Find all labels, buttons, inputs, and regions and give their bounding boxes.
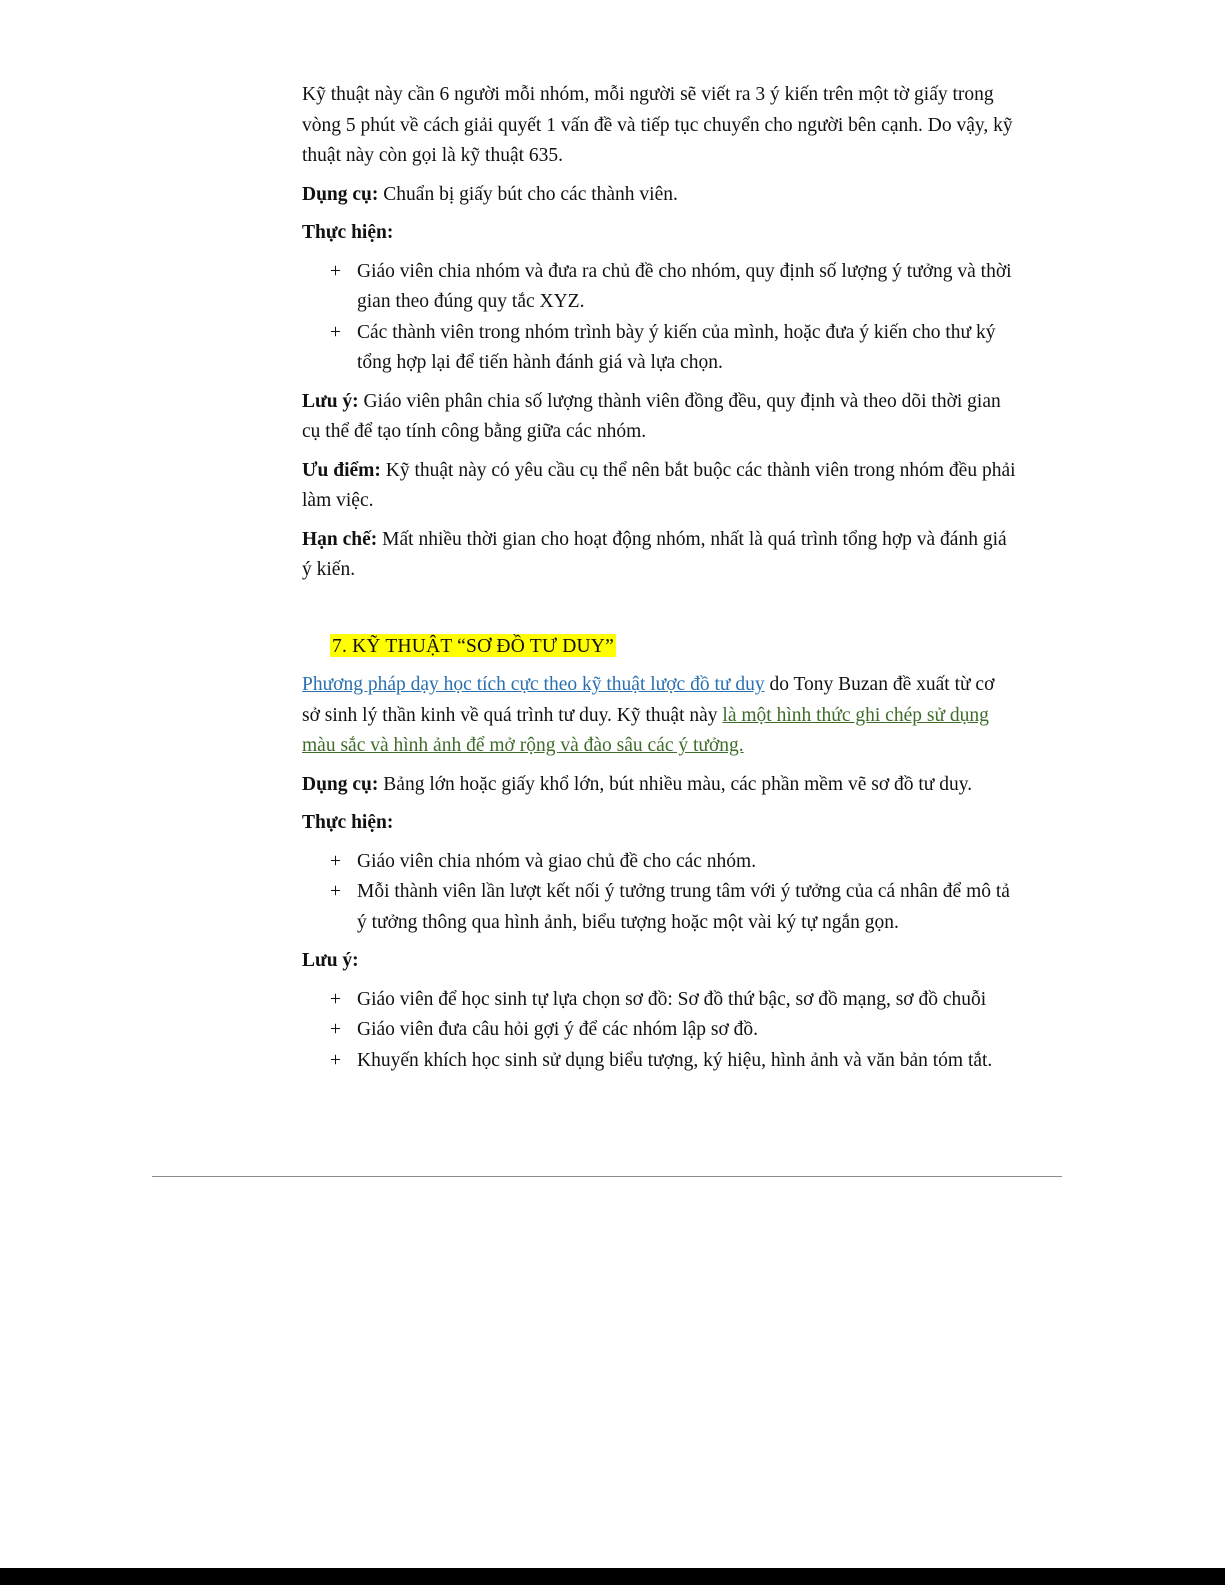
note-paragraph-1: Lưu ý: Giáo viên phân chia số lượng thành viên đồng đều, quy định và theo dõi thời gian cụ thể để tạo tính công bằng giữa các nhóm. [302, 390, 1001, 442]
intro-paragraph: Kỹ thuật này cần 6 người mỗi nhóm, mỗi người sẽ viết ra 3 ý kiến trên một tờ giấy trong vòng 5 phút về cách giải quyết 1 vấn đề và tiếp tục chuyển cho người bên cạnh. Do vậy, kỹ thuật này còn gọi là kỹ thuật 635. [302, 84, 1013, 166]
list-item: + Giáo viên đưa câu hỏi gợi ý để các nhóm lập sơ đồ. [302, 1015, 1017, 1046]
note-label-2: Lưu ý: [302, 950, 359, 971]
plus-bullet-icon: + [330, 321, 341, 343]
pros-paragraph: Ưu điểm: Kỹ thuật này có yêu cầu cụ thể nên bắt buộc các thành viên trong nhóm đều phải làm việc. [302, 459, 1016, 511]
method-link[interactable]: Phương pháp dạy học tích cực theo kỹ thuật lược đồ tư duy [302, 674, 765, 695]
plus-bullet-icon: + [330, 1019, 341, 1040]
notes-list [302, 985, 1017, 1077]
page-divider [152, 1176, 1062, 1177]
steps-label-2: Thực hiện: [302, 812, 394, 833]
list-item: + Các thành viên trong nhóm trình bày ý kiến của mình, hoặc đưa ý kiến cho thư ký tổng hợp lại để tiến hành đánh giá và lựa chọn. [302, 318, 1017, 379]
section-heading-highlight: 7. KỸ THUẬT “SƠ ĐỒ TƯ DUY” [332, 635, 614, 657]
plus-bullet-icon: + [330, 850, 341, 872]
list-item: + Giáo viên chia nhóm và đưa ra chủ đề cho nhóm, quy định số lượng ý tưởng và thời gian theo đúng quy tắc XYZ. [302, 257, 1017, 318]
plus-bullet-icon: + [330, 260, 341, 282]
section-heading [302, 632, 1017, 663]
cons-paragraph: Hạn chế: Mất nhiều thời gian cho hoạt động nhóm, nhất là quá trình tổng hợp và đánh giá ý kiến. [302, 528, 1007, 580]
plus-bullet-icon: + [330, 881, 341, 902]
tools-text: Chuẩn bị giấy bút cho các thành viên. [378, 183, 678, 205]
tools-paragraph-2: Dụng cụ: Bảng lớn hoặc giấy khổ lớn, bút nhiều màu, các phần mềm vẽ sơ đồ tư duy. [302, 773, 973, 795]
list-item: + Giáo viên chia nhóm và giao chủ đề cho các nhóm. [302, 847, 1017, 878]
plus-bullet-icon: + [330, 988, 341, 1010]
bottom-edge-bar [0, 1568, 1225, 1585]
definition-link[interactable]: là một hình thức ghi chép sử dụng màu sắc và hình ảnh để mở rộng và đào sâu các ý tưởng. [302, 704, 989, 756]
plus-bullet-icon: + [330, 1049, 341, 1071]
document-page [302, 80, 1017, 1084]
steps-list-2 [302, 847, 1017, 939]
steps-label-1: Thực hiện: [302, 222, 394, 243]
list-item: + Khuyến khích học sinh sử dụng biểu tượng, ký hiệu, hình ảnh và văn bản tóm tắt. [302, 1046, 1017, 1077]
list-item: + Mỗi thành viên lần lượt kết nối ý tưởng trung tâm với ý tưởng của cá nhân để mô tả ý tưởng thông qua hình ảnh, biểu tượng hoặc một vài ký tự ngắn gọn. [302, 877, 1017, 938]
steps-list-1 [302, 257, 1017, 379]
tools-label: Dụng cụ: [302, 183, 379, 205]
list-item: + Giáo viên để học sinh tự lựa chọn sơ đồ: Sơ đồ thứ bậc, sơ đồ mạng, sơ đồ chuỗi [302, 985, 1017, 1016]
tools-paragraph-1 [302, 180, 1017, 211]
mindmap-intro-paragraph: Phương pháp dạy học tích cực theo kỹ thuật lược đồ tư duy do Tony Buzan đề xuất từ cơ sở sinh lý thần kinh về quá trình tư duy. Kỹ thuật này là một hình thức ghi chép sử dụng màu sắc và hình ảnh để mở rộng và đào sâu các ý tưởng. [302, 674, 995, 756]
